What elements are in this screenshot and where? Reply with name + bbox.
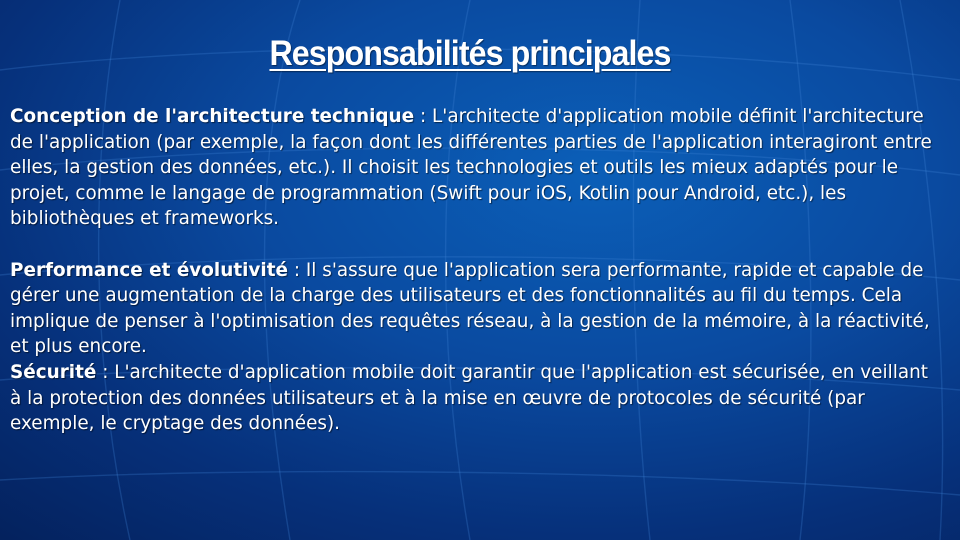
responsibility-performance — [10, 258, 940, 360]
responsibility-label: Performance et évolutivité — [10, 259, 288, 281]
responsibility-label: Conception de l'architecture technique — [10, 106, 415, 127]
slide-title: Responsabilités principales — [269, 34, 671, 73]
responsibility-separator: : — [96, 361, 115, 383]
responsibility-security — [10, 360, 940, 437]
responsibility-architecture — [10, 104, 940, 232]
responsibility-separator: : — [287, 259, 306, 281]
responsibility-separator: : — [414, 106, 433, 127]
responsibility-text: L'architecte d'application mobile doit garantir que l'application est sécurisée, en veillant à la protection des données utilisateurs et à la mise en œuvre de protocoles de sécurité (par exemple, le cryptage des données). — [10, 361, 928, 435]
slide-body — [10, 104, 940, 437]
responsibility-text: Il s'assure que l'application sera performante, rapide et capable de gérer une augmentation de la charge des utilisateurs et des fonctionnalités au fil du temps. Cela implique de penser à l'optimisation des requêtes réseau, à la gestion de la mémoire, à la réactivité, et plus encore. — [10, 259, 930, 358]
paragraph-spacer — [10, 232, 940, 258]
responsibility-text: L'architecte d'application mobile définit l'architecture de l'application (par exemple, la façon dont les différentes parties de l'application interagiront entre elles, la gestion des données, etc.). Il choisit les technologies et outils les mieux adaptés pour le projet, comme le langage de programmation (Swift pour iOS, Kotlin pour Android, etc.), les bibliothèques et frameworks. — [10, 106, 932, 230]
responsibility-label: Sécurité — [10, 361, 97, 383]
